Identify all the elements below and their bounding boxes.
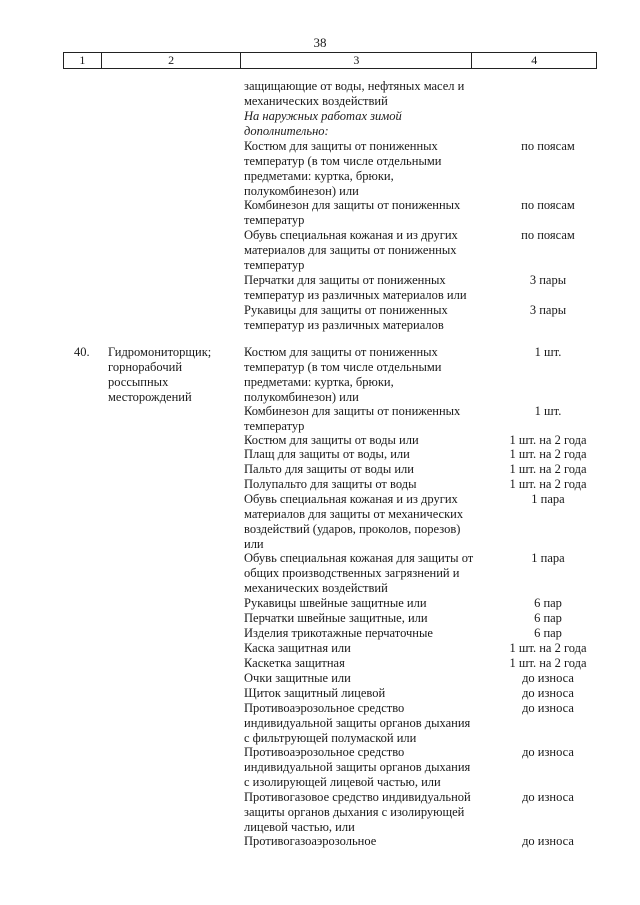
row-number: 40. [74,345,90,359]
item-norm: 1 пара [531,492,565,506]
item-text: Комбинезон для защиты от пониженных температур [244,404,461,433]
item-norm: по поясам [521,139,575,153]
item-norm: до износа [522,790,574,804]
item-text: Костюм для защиты от пониженных температур (в том числе отдельными предметами: куртка, брюки, полукомбинезон) или [244,139,442,198]
item-text: Изделия трикотажные перчаточные [244,626,433,640]
item-norm: 1 шт. [534,345,562,359]
item-text: Обувь специальная кожаная и из других материалов для защиты от пониженных температур [244,228,458,272]
item-norm: по поясам [521,228,575,242]
item-norm: 1 пара [531,551,565,565]
item-norm: 3 пары [529,303,567,317]
item-norm: 1 шт. на 2 года [509,656,587,670]
item-text: Рукавицы для защиты от пониженных температур из различных материалов [244,303,448,332]
item-text: Каска защитная или [244,641,351,655]
item-text: Щиток защитный лицевой [244,686,386,700]
item-text: Обувь специальная кожаная для защиты от общих производственных загрязнений и механических воздействий [244,551,474,595]
item-norm: 6 пар [534,626,562,640]
item-norm: 1 шт. на 2 года [509,641,587,655]
item-text: Перчатки для защиты от пониженных температур из различных материалов или [244,273,467,302]
item-norm: 6 пар [534,596,562,610]
item-norm: 1 шт. на 2 года [509,433,587,447]
item-text: Перчатки швейные защитные, или [244,611,428,625]
item-text: защищающие от воды, нефтяных масел и механических воздействий [244,79,465,108]
item-text: На наружных работах зимой дополнительно: [244,109,402,138]
item-text: Противогазовое средство индивидуальной защиты органов дыхания с изолирующей лицевой частью, или [244,790,471,834]
header-col-2: 2 [102,53,241,68]
header-col-1: 1 [64,53,102,68]
item-norm: 1 шт. на 2 года [509,477,587,491]
item-norm: 3 пары [529,273,567,287]
item-norm: 1 шт. на 2 года [509,462,587,476]
item-text: Костюм для защиты от воды или [244,433,419,447]
item-text: Очки защитные или [244,671,351,685]
item-norm: по поясам [521,198,575,212]
item-text: Противоаэрозольное средство индивидуальной защиты органов дыхания с изолирующей лицевой частью, или [244,745,471,789]
profession-name: Гидромониторщик; горнорабочий россыпных месторождений [108,345,212,404]
item-text: Плащ для защиты от воды, или [244,447,410,461]
table-header [63,52,597,69]
item-norm: до износа [522,686,574,700]
item-norm: до износа [522,701,574,715]
item-text: Каскетка защитная [244,656,345,670]
item-text: Обувь специальная кожаная и из других материалов для защиты от механических воздействий (ударов, проколов, порезов) или [244,492,464,551]
item-norm: до износа [522,671,574,685]
header-col-4: 4 [531,53,538,67]
item-text: Пальто для защиты от воды или [244,462,414,476]
item-text: Противогазоаэрозольное [244,834,377,848]
header-col-3: 3 [241,53,472,68]
item-text: Костюм для защиты от пониженных температур (в том числе отдельными предметами: куртка, брюки, полукомбинезон) или [244,345,442,404]
item-text: Полупальто для защиты от воды [244,477,417,491]
item-norm: 1 шт. [534,404,562,418]
item-norm: до износа [522,745,574,759]
page-number: 38 [313,35,327,50]
item-norm: 6 пар [534,611,562,625]
item-text: Рукавицы швейные защитные или [244,596,427,610]
item-norm: 1 шт. на 2 года [509,447,587,461]
item-text: Противоаэрозольное средство индивидуальной защиты органов дыхания с фильтрующей полумаской или [244,701,471,745]
item-norm: до износа [522,834,574,848]
item-text: Комбинезон для защиты от пониженных температур [244,198,461,227]
